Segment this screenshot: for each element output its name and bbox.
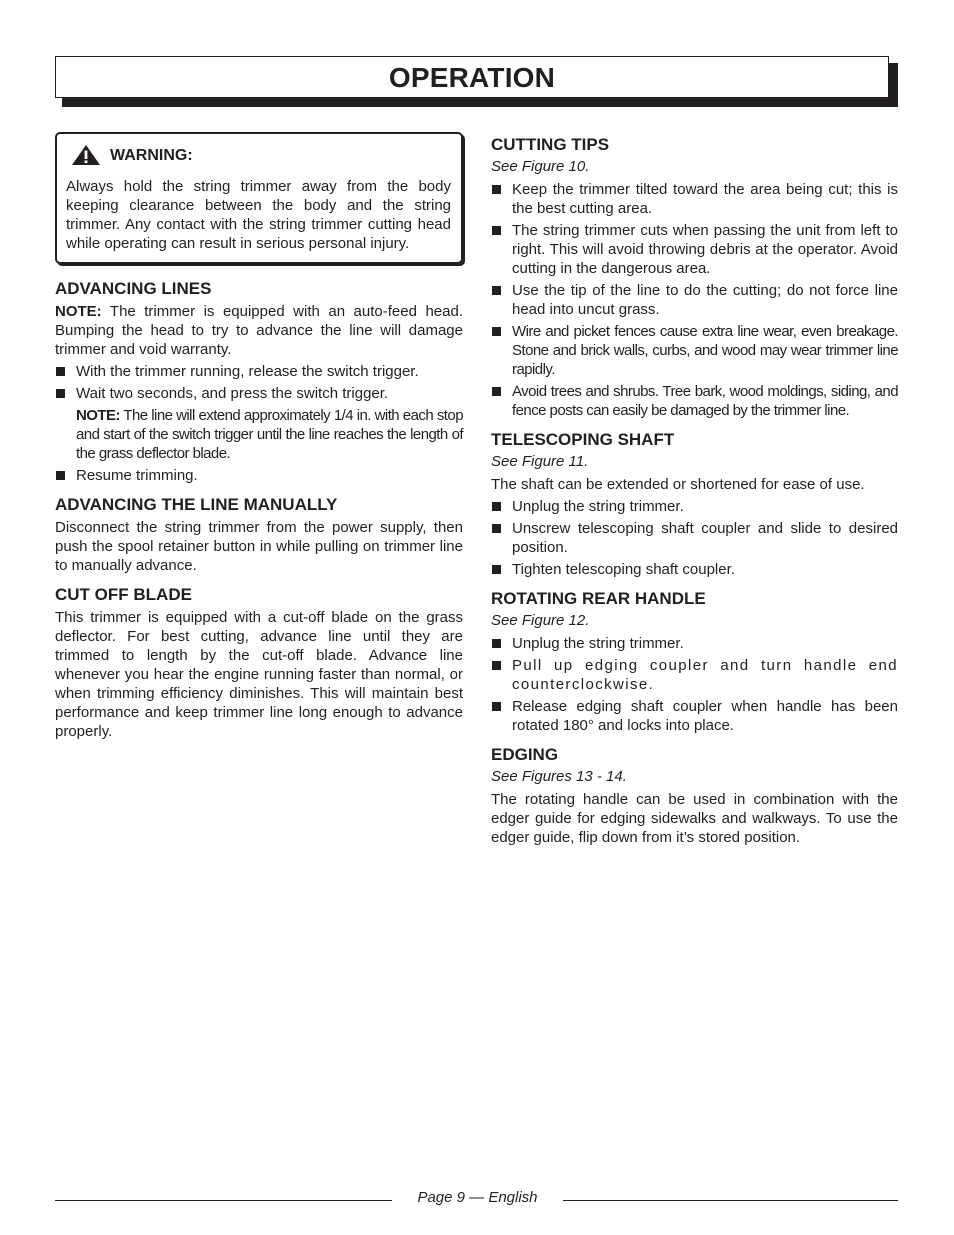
list-item [491, 519, 898, 557]
edging-text: The rotating handle can be used in combination with the edger guide for edging sidewalks and walkways. To use the edger guide, flip down from it’s stored position. [491, 791, 898, 846]
list-item-text: Unplug the string trimmer. [512, 498, 684, 515]
subnote-label: NOTE: [76, 407, 120, 424]
list-item [491, 221, 898, 278]
section-rotating-rear-handle [491, 589, 898, 735]
note-text: The trimmer is equipped with an auto-feed head. Bumping the head to try to advance the line will damage trimmer and void warranty. [55, 303, 463, 358]
list-item [491, 697, 898, 735]
list-item-text: Pull up edging coupler and turn handle end counterclockwise. [512, 657, 898, 693]
list-item-text: Resume trimming. [76, 467, 198, 484]
list-item-text: With the trimmer running, release the switch trigger. [76, 363, 419, 380]
bullet-square-icon [492, 226, 501, 235]
bullet-square-icon [56, 471, 65, 480]
footer-rule-left [55, 1200, 392, 1201]
heading-advancing-lines: ADVANCING LINES [55, 279, 212, 298]
bullet-square-icon [56, 389, 65, 398]
cutting-tips-list [491, 180, 898, 420]
list-item [491, 322, 898, 379]
warning-header [71, 144, 451, 166]
bullet-square-icon [492, 327, 501, 336]
list-item-text: Unscrew telescoping shaft coupler and slide to desired position. [512, 520, 898, 556]
list-item [491, 634, 898, 653]
bullet-square-icon [492, 387, 501, 396]
warning-label: WARNING: [110, 146, 193, 164]
telescoping-shaft-figure-ref: See Figure 11. [491, 453, 589, 470]
right-column [491, 135, 898, 857]
list-item [55, 466, 463, 485]
list-item [55, 362, 463, 381]
bullet-square-icon [492, 286, 501, 295]
advancing-lines-note [55, 302, 463, 359]
list-item [491, 180, 898, 218]
section-advancing-lines [55, 279, 463, 485]
advancing-lines-list [55, 362, 463, 403]
heading-cut-off-blade: CUT OFF BLADE [55, 585, 192, 604]
rotating-rear-handle-list [491, 634, 898, 735]
page-title: OPERATION [388, 62, 556, 93]
list-item [491, 497, 898, 516]
advancing-lines-list-2 [55, 466, 463, 485]
warning-box [55, 132, 463, 264]
warning-text: Always hold the string trimmer away from the body keeping clearance between the body and the string trimmer. Any contact with the string trimmer cutting head while operating can result in serious personal injury. [66, 178, 451, 252]
heading-advancing-manual: ADVANCING THE LINE MANUALLY [55, 495, 338, 514]
bullet-square-icon [492, 185, 501, 194]
warning-triangle-icon [71, 144, 101, 166]
list-item-text: Unplug the string trimmer. [512, 635, 684, 652]
page-number: Page 9 — English [417, 1189, 538, 1206]
footer-rule-right [563, 1200, 898, 1201]
list-item-text: Release edging shaft coupler when handle has been rotated 180° and locks into place. [512, 698, 898, 734]
heading-telescoping-shaft: TELESCOPING SHAFT [491, 430, 675, 449]
advancing-lines-subnote [55, 406, 463, 463]
list-item [491, 560, 898, 579]
list-item-text: The string trimmer cuts when passing the unit from left to right. This will avoid throwing debris at the operator. Avoid cutting in the dangerous area. [512, 222, 898, 277]
section-cut-off-blade [55, 585, 463, 741]
edging-figure-ref: See Figures 13 - 14. [491, 768, 627, 785]
bullet-square-icon [56, 367, 65, 376]
title-banner [55, 56, 889, 98]
left-column [55, 132, 463, 751]
heading-rotating-rear-handle: ROTATING REAR HANDLE [491, 589, 706, 608]
bullet-square-icon [492, 702, 501, 711]
list-item [55, 384, 463, 403]
list-item [491, 656, 898, 694]
cutting-tips-figure-ref: See Figure 10. [491, 158, 590, 175]
cut-off-blade-text: This trimmer is equipped with a cut-off blade on the grass deflector. For best cutting, advance line until they are trimmed to length by the cut-off blade. Advance line whenever you hear the engine running faster than normal, or when trimming efficiency diminishes. This will maintain best performance and keep trimmer line long enough to advance properly. [55, 609, 463, 740]
list-item [491, 281, 898, 319]
section-telescoping-shaft [491, 430, 898, 579]
section-cutting-tips [491, 135, 898, 420]
bullet-square-icon [492, 661, 501, 670]
telescoping-shaft-list [491, 497, 898, 579]
telescoping-shaft-text: The shaft can be extended or shortened for ease of use. [491, 476, 865, 493]
bullet-square-icon [492, 502, 501, 511]
note-label: NOTE: [55, 303, 102, 320]
list-item-text: Keep the trimmer tilted toward the area being cut; this is the best cutting area. [512, 181, 898, 217]
list-item-text: Wait two seconds, and press the switch trigger. [76, 385, 389, 402]
section-edging [491, 745, 898, 847]
heading-cutting-tips: CUTTING TIPS [491, 135, 610, 154]
list-item-text: Use the tip of the line to do the cutting; do not force line head into uncut grass. [512, 282, 898, 318]
list-item-text: Tighten telescoping shaft coupler. [512, 561, 735, 578]
bullet-square-icon [492, 524, 501, 533]
rotating-rear-handle-figure-ref: See Figure 12. [491, 612, 590, 629]
bullet-square-icon [492, 565, 501, 574]
list-item [491, 382, 898, 420]
section-advancing-manual [55, 495, 463, 575]
bullet-square-icon [492, 639, 501, 648]
advancing-manual-text: Disconnect the string trimmer from the power supply, then push the spool retainer button in while pulling on trimmer line to manually advance. [55, 519, 463, 574]
list-item-text: Avoid trees and shrubs. Tree bark, wood moldings, siding, and fence posts can easily be damaged by the trimmer line. [512, 383, 898, 419]
subnote-text: The line will extend approximately 1/4 in. with each stop and start of the switch trigger until the line reaches the length of the grass deflector blade. [76, 407, 463, 462]
list-item-text: Wire and picket fences cause extra line wear, even breakage. Stone and brick walls, curbs, and wood may wear trimmer line rapidly. [512, 323, 898, 378]
heading-edging: EDGING [491, 745, 559, 764]
